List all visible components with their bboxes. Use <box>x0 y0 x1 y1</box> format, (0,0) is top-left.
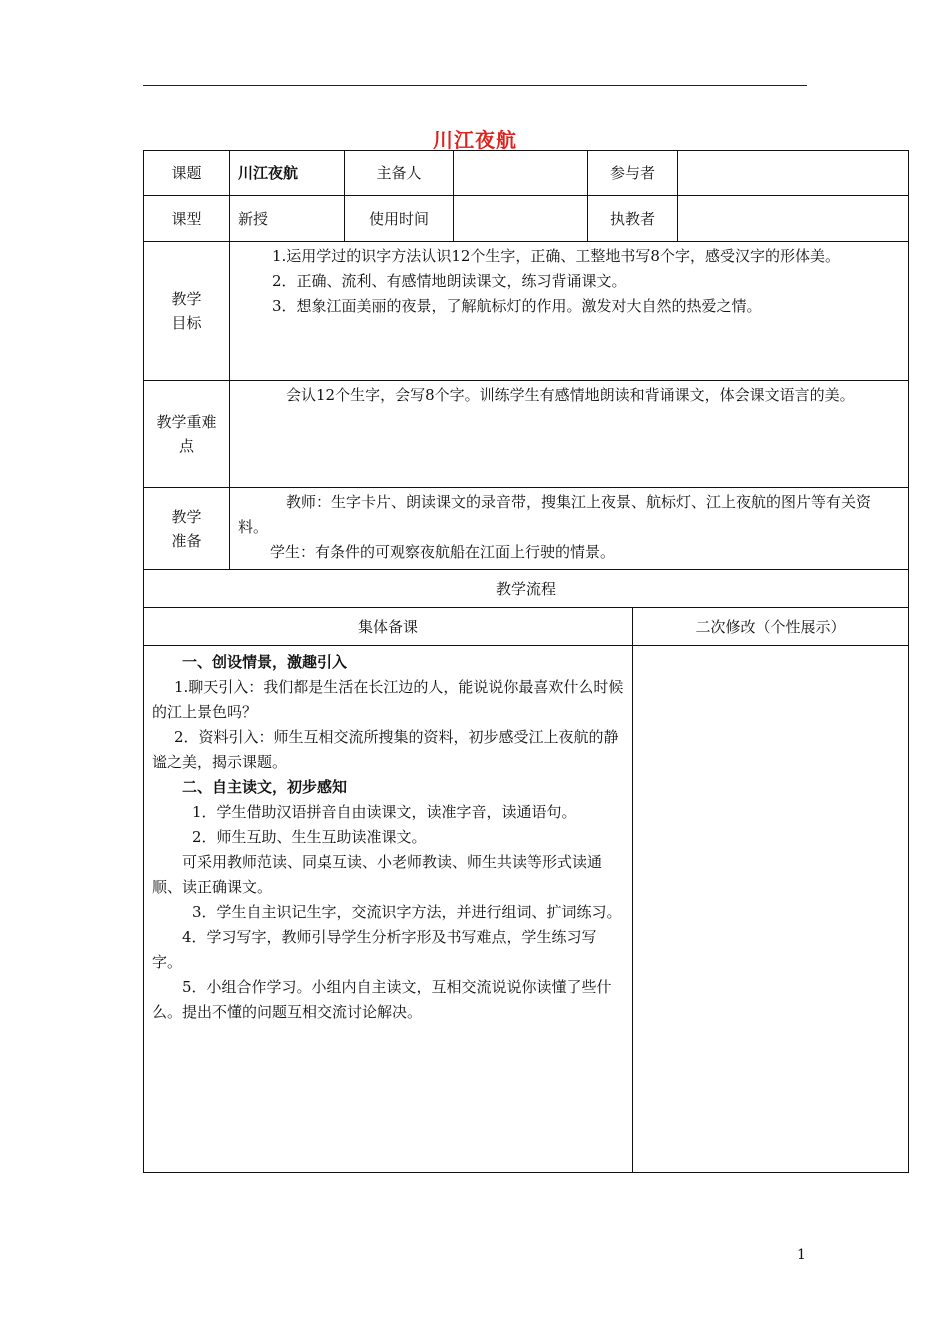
s2-paragraph-4: 3．学生自主识记生字，交流识字方法，并进行组词、扩词练习。 <box>192 903 622 921</box>
goal-item-1: 1.运用学过的识字方法认识12个生字，正确、工整地书写8个字，感受汉字的形体美。 <box>272 247 840 265</box>
page-number: 1 <box>797 1247 806 1263</box>
preparation-student: 学生：有条件的可观察夜航船在江面上行驶的情景。 <box>270 543 616 561</box>
goals-row <box>144 242 909 381</box>
section2-title: 二、自主读文，初步感知 <box>182 778 348 796</box>
preparer-value <box>454 151 588 196</box>
goals-content <box>230 242 909 381</box>
key-points-text: 会认12个生字，会写8个字。训练学生有感情地朗读和背诵课文，体会课文语言的美。 <box>286 386 855 404</box>
preparation-teacher: 教师：生字卡片、朗读课文的录音带，搜集江上夜景、航标灯、江上夜航的图片等有关资料。 <box>238 493 872 536</box>
s1-paragraph-2: 2．资料引入：师生互相交流所搜集的资料，初步感受江上夜航的静谧之美，揭示课题。 <box>152 728 619 771</box>
flow-heading: 教学流程 <box>144 570 909 608</box>
flow-body-row <box>144 646 909 1173</box>
revision-content <box>633 646 909 1173</box>
flow-heading-row <box>144 570 909 608</box>
time-value <box>454 196 588 242</box>
s2-paragraph-5: 4．学习写字，教师引导学生分析字形及书写难点，学生练习写字。 <box>152 928 597 971</box>
s2-paragraph-3: 可采用教师范读、同桌互读、小老师教读、师生共读等形式读通顺、读正确课文。 <box>152 853 603 896</box>
top-rule <box>143 85 807 86</box>
section1-title: 一、创设情景，激趣引入 <box>182 653 348 671</box>
preparation-label <box>144 488 230 570</box>
goal-item-2: 2．正确、流利、有感情地朗读课文，练习背诵课文。 <box>272 272 627 290</box>
collective-plan-content <box>144 646 633 1173</box>
label-teacher: 执教者 <box>588 196 678 242</box>
preparation-label-line2: 准备 <box>171 531 202 550</box>
teacher-value <box>678 196 909 242</box>
header-row-2 <box>144 196 909 242</box>
preparation-content <box>230 488 909 570</box>
preparation-row <box>144 488 909 570</box>
label-preparer: 主备人 <box>345 151 454 196</box>
s2-paragraph-2: 2．师生互助、生生互助读准课文。 <box>192 828 427 846</box>
goal-item-3: 3．想象江面美丽的夜景，了解航标灯的作用。激发对大自然的热爱之情。 <box>272 297 762 315</box>
label-participants: 参与者 <box>588 151 678 196</box>
participants-value <box>678 151 909 196</box>
subject-value: 川江夜航 <box>230 151 345 196</box>
s2-paragraph-1: 1．学生借助汉语拼音自由读课文，读准字音，读通语句。 <box>192 803 577 821</box>
key-points-label-line2: 点 <box>178 437 194 455</box>
goals-label-line1: 教学 <box>171 290 202 308</box>
col-collective-header: 集体备课 <box>144 608 633 646</box>
lesson-plan-table <box>143 150 909 1173</box>
key-points-label-line1: 教学重难 <box>156 413 217 431</box>
s1-paragraph-1: 1.聊天引入：我们都是生活在长江边的人，能说说你最喜欢什么时候的江上景色吗？ <box>152 678 624 721</box>
preparation-label-line1: 教学 <box>171 507 202 526</box>
key-points-content <box>230 381 909 488</box>
document-title: 川江夜航 <box>433 128 517 152</box>
header-row-1 <box>144 151 909 196</box>
flow-columns-row <box>144 608 909 646</box>
goals-label <box>144 242 230 381</box>
label-time: 使用时间 <box>345 196 454 242</box>
goals-label-line2: 目标 <box>171 314 202 332</box>
col-revision-header: 二次修改（个性展示） <box>633 608 909 646</box>
s2-paragraph-6: 5．小组合作学习。小组内自主读文，互相交流说说你读懂了些什么。提出不懂的问题互相交流讨论解决。 <box>152 978 612 1021</box>
key-points-label <box>144 381 230 488</box>
label-type: 课型 <box>144 196 230 242</box>
key-points-row <box>144 381 909 488</box>
label-subject: 课题 <box>144 151 230 196</box>
type-value: 新授 <box>230 196 345 242</box>
